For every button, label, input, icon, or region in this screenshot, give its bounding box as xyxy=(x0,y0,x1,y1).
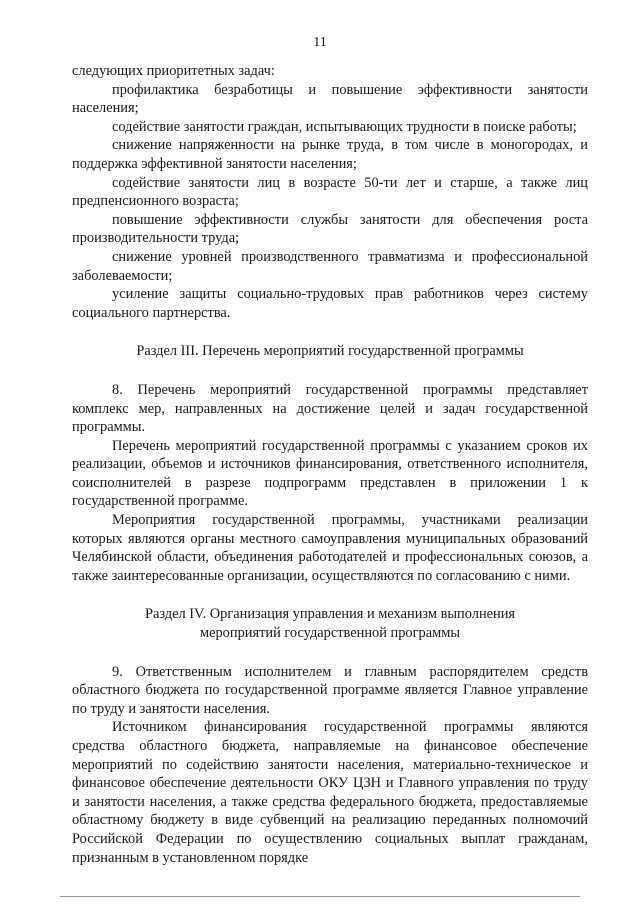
section-4-paragraph: 9. Ответственным исполнителем и главным распорядителем средств областного бюджета по государственной программе является Главное управление по труду и занятости населения. xyxy=(72,663,588,717)
section-3-paragraph: Перечень мероприятий государственной программы с указанием сроков их реализации, объемов и источников финансирования, ответственного исполнителя, соисполнителей в разрезе подпрограмм представлен в приложении 1 к государственной программе. xyxy=(72,437,588,510)
tasks-intro: следующих приоритетных задач: xyxy=(72,63,275,79)
task-item: снижение уровней производственного травматизма и профессиональной заболеваемости; xyxy=(72,248,588,284)
section-3-paragraph: Мероприятия государственной программы, участниками реализации которых являются органы местного самоуправления муниципальных образований Челябинской области, объединения работодателей и профессиональных союзов, а также заинтересованные организации, осуществляются по согласованию с ними. xyxy=(72,512,588,584)
task-item: повышение эффективности службы занятости для обеспечения роста производительности труда; xyxy=(72,211,588,247)
section-4-heading xyxy=(72,605,588,642)
section-4-paragraph: Источником финансирования государственной программы являются средства областного бюджета, направляемые на финансовое обеспечение мероприятий по содействию занятости населения, материально-техническое и финансовое обеспечение деятельности ОКУ ЦЗН и Главного управления по труду и занятости населения, а также средства федерального бюджета, предоставляемые областному бюджету в виде субвенций на реализацию переданных полномочий Российской Федерации по осуществлению социальных выплат гражданам, признанным в установленном порядке xyxy=(72,719,588,866)
section-4-heading-line-2: мероприятий государственной программы xyxy=(199,625,460,642)
section-3-paragraph: 8. Перечень мероприятий государственной программы представляет комплекс мер, направленных на достижение целей и задач государственной программы. xyxy=(72,381,588,436)
task-item: профилактика безработицы и повышение эффективности занятости населения; xyxy=(72,81,588,117)
section-4-heading-line-1: Раздел IV. Организация управления и механизм выполнения xyxy=(144,606,516,623)
task-item: содействие занятости граждан, испытывающих трудности в поиске работы; xyxy=(112,118,577,135)
task-item: содействие занятости лиц в возрасте 50-ти лет и старше, а также лиц предпенсионного возраста; xyxy=(72,174,588,210)
task-item: усиление защиты социально-трудовых прав работников через систему социального партнерства. xyxy=(72,286,588,321)
task-item: снижение напряженности на рынке труда, в том числе в моногородах, и поддержка эффективной занятости населения; xyxy=(72,137,588,172)
section-3-heading: Раздел III. Перечень мероприятий государственной программы xyxy=(136,343,524,360)
page-number: 11 xyxy=(313,35,327,50)
document-body xyxy=(72,62,588,867)
bottom-scan-edge xyxy=(60,896,580,897)
